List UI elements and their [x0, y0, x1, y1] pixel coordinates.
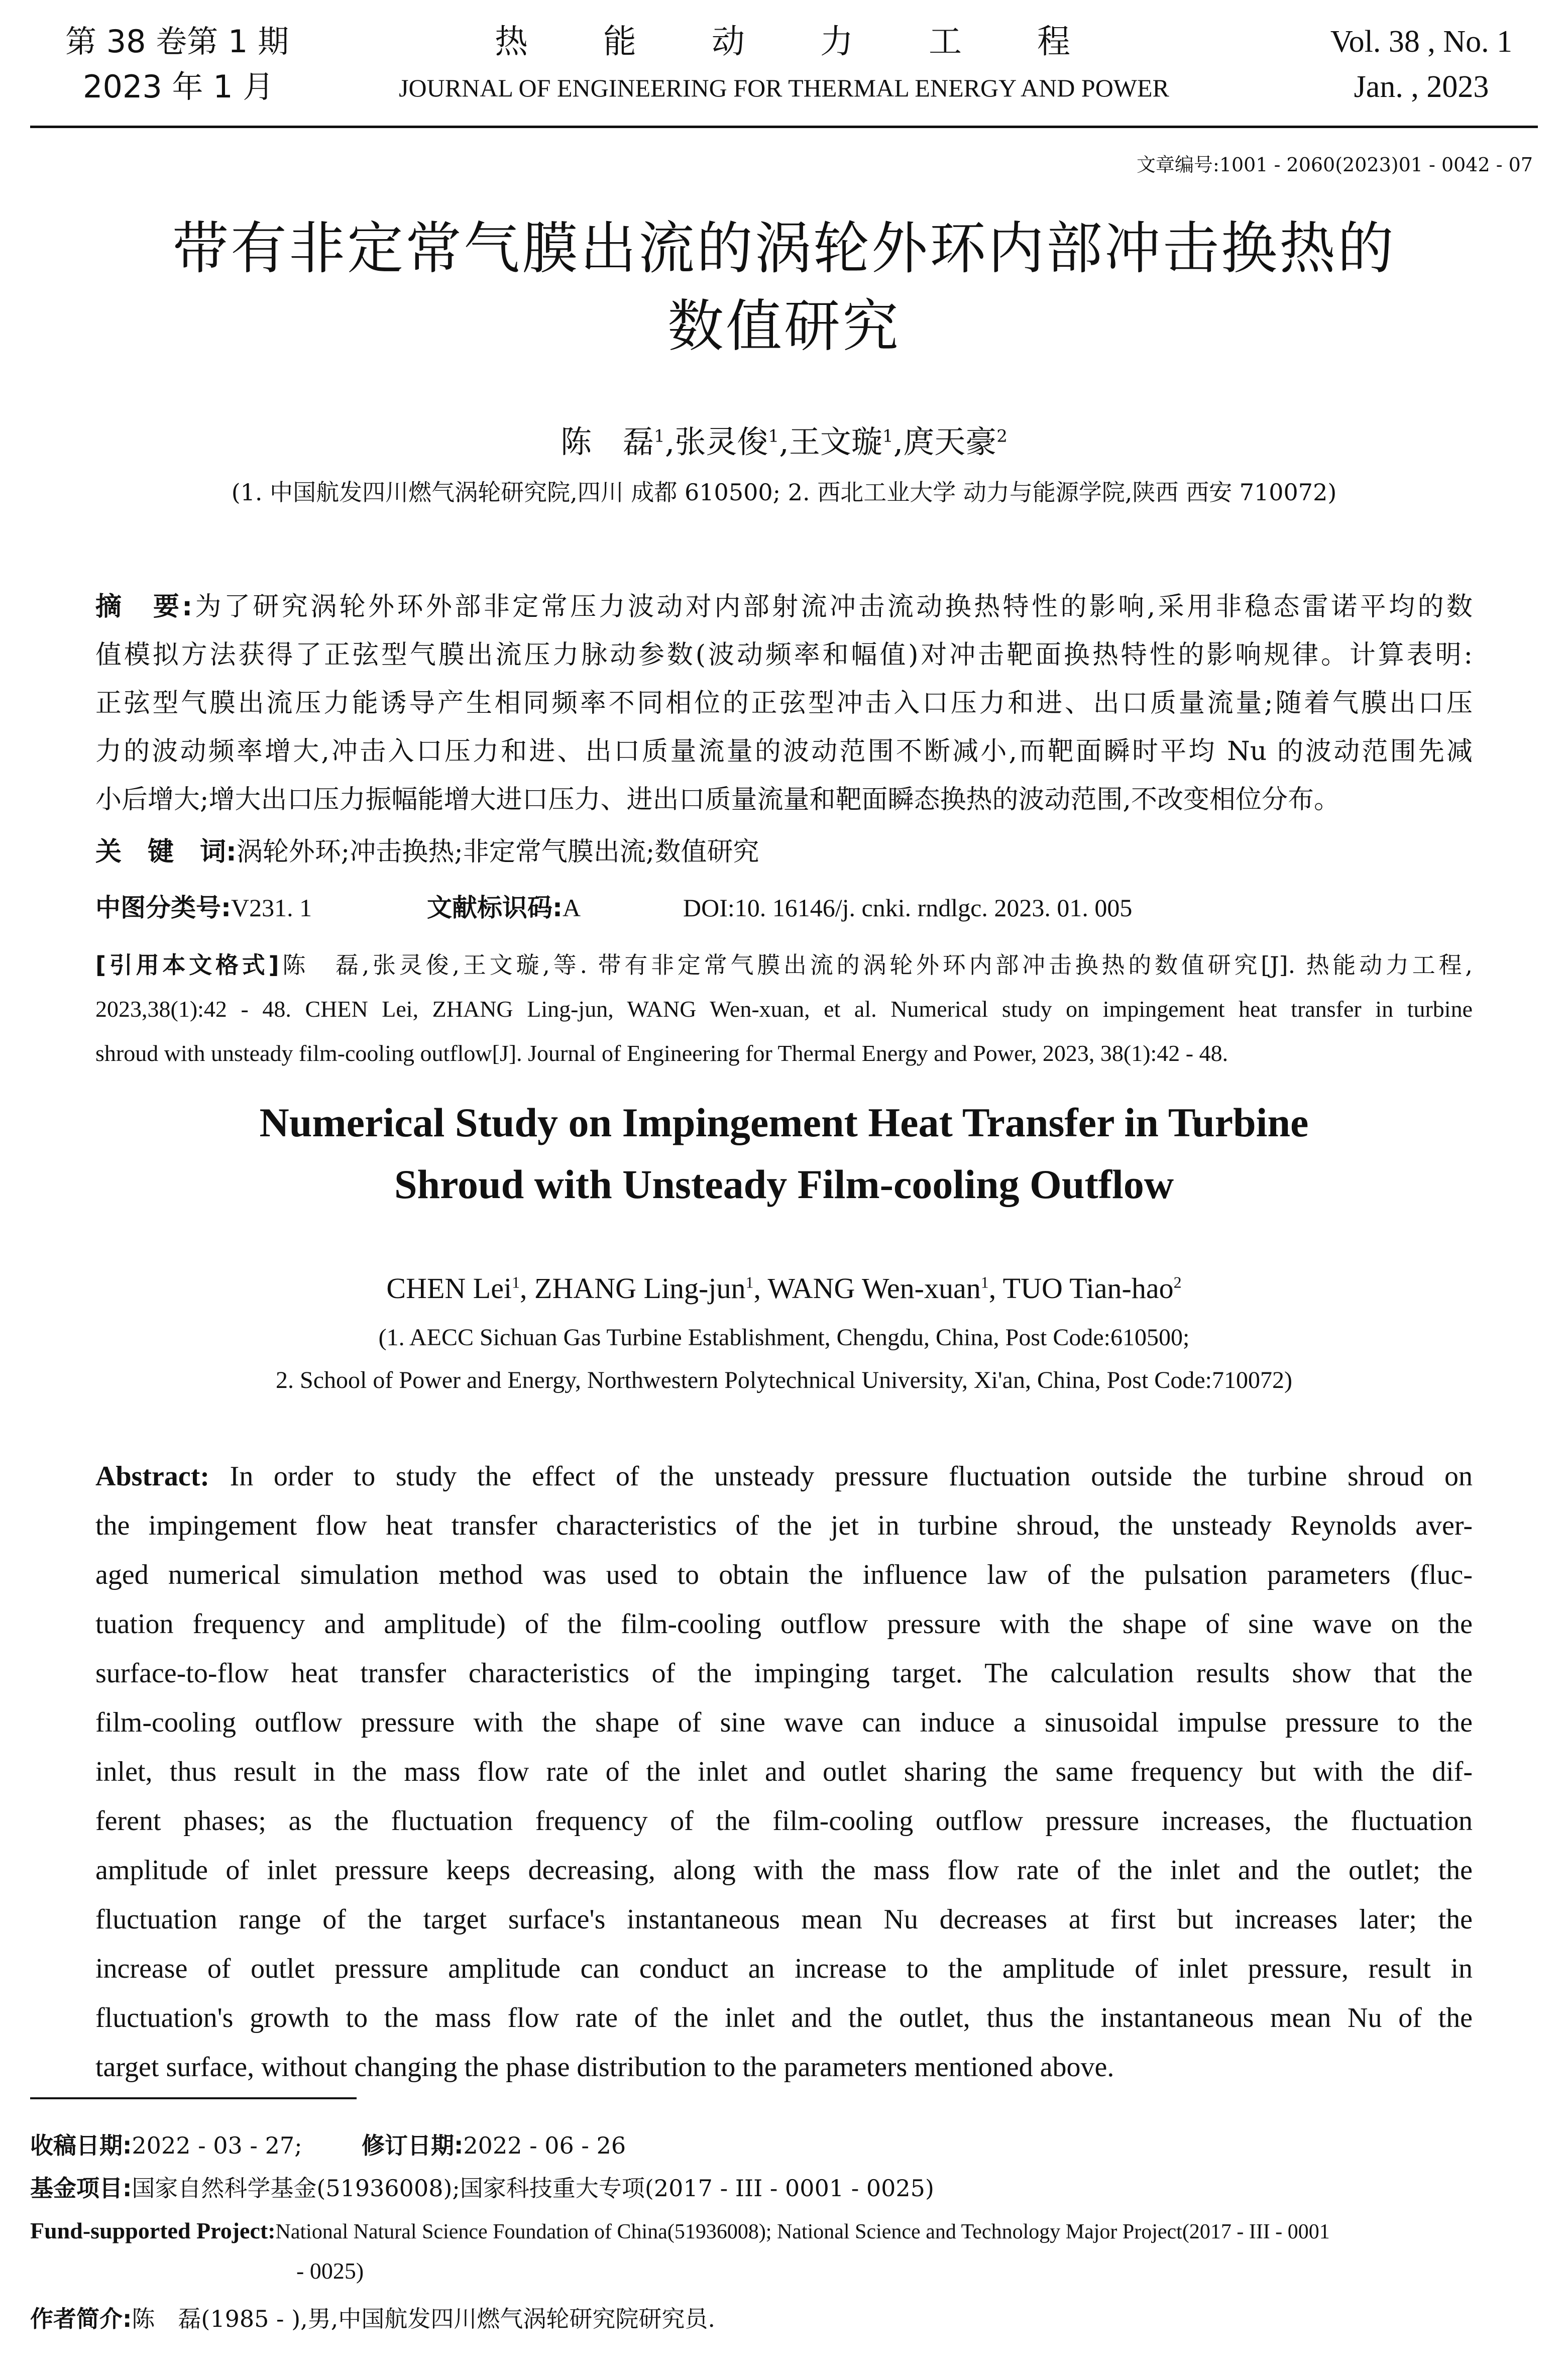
- abstract-en-line: fluctuation's growth to the mass flow rate of the inlet and the outlet, thus the instantaneous mean Nu of the: [95, 2002, 1473, 2033]
- abstract-cn-line: 力的波动频率增大,冲击入口压力和进、出口质量流量的波动范围不断减小,而靶面瞬时平均 Nu 的波动范围先减: [95, 736, 1473, 767]
- author-cn-aff: 1: [768, 426, 779, 447]
- title-cn-line-1: 带有非定常气膜出流的涡轮外环内部冲击换热的: [172, 216, 1396, 281]
- affiliation-cn: (1. 中国航发四川燃气涡轮研究院,四川 成都 610500; 2. 西北工业大学 动力与能源学院,陕西 西安 710072): [231, 479, 1337, 506]
- abstract-en-line: film-cooling outflow pressure with the shape of sine wave can induce a sinusoidal impulse pressure to the: [95, 1707, 1473, 1738]
- author-en-name: ZHANG Ling-jun: [534, 1272, 746, 1305]
- author-en-aff: 1: [745, 1273, 754, 1292]
- author-en-name: TUO Tian-hao: [1002, 1272, 1174, 1305]
- footnote-revised: 修订日期:2022 - 06 - 26: [362, 2132, 626, 2159]
- title-en-line-1: Numerical Study on Impingement Heat Transfer in Turbine: [259, 1100, 1309, 1145]
- author-cn-aff: 2: [996, 426, 1007, 447]
- footnote-received: 收稿日期:2022 - 03 - 27;: [30, 2132, 302, 2159]
- citation-line: [引用本文格式]陈 磊,张灵俊,王文璇,等. 带有非定常气膜出流的涡轮外环内部冲击换热的数值研究[J]. 热能动力工程,: [95, 951, 1473, 979]
- article-number: 文章编号:1001 - 2060(2023)01 - 0042 - 07: [1137, 154, 1533, 176]
- footnote-author: 作者简介:陈 磊(1985 - ),男,中国航发四川燃气涡轮研究院研究员.: [30, 2305, 716, 2332]
- footnote-fund-en: Fund-supported Project:National Natural Science Foundation of China(51936008); National Science and Technology Major Project(2017 - III - 0001: [30, 2218, 1330, 2243]
- abstract-cn-line: 正弦型气膜出流压力能诱导产生相同频率不同相位的正弦型冲击入口压力和进、出口质量流量;随着气膜出口压: [95, 688, 1473, 718]
- citation-line: shroud with unsteady film-cooling outflow[J]. Journal of Engineering for Thermal Energy and Power, 2023, 38(1):42 - 48.: [95, 1040, 1228, 1066]
- abstract-cn-line: 值模拟方法获得了正弦型气膜出流压力脉动参数(波动频率和幅值)对冲击靶面换热特性的影响规律。计算表明:: [95, 640, 1473, 670]
- author-cn-aff: 1: [882, 426, 893, 447]
- doi: DOI:10. 16146/j. cnki. rndlgc. 2023. 01. 005: [683, 894, 1133, 922]
- keywords-cn-label: 关 键 词:: [95, 837, 237, 867]
- header-volume-en: Vol. 38 , No. 1: [1330, 25, 1513, 59]
- citation-line: 2023,38(1):42 - 48. CHEN Lei, ZHANG Ling-jun, WANG Wen-xuan, et al. Numerical study on impingement heat transfer in turbine: [95, 996, 1473, 1022]
- abstract-en-line: tuation frequency and amplitude) of the film-cooling outflow pressure with the shape of sine wave on the: [95, 1608, 1473, 1640]
- authors-en: CHEN Lei$^1$, ZHANG Ling-jun$^1$, WANG Wen-xuan$^1$, TUO Tian-hao$^2$: [386, 1272, 1182, 1305]
- title-cn-line-2: 数值研究: [667, 294, 901, 359]
- keywords-cn-value: 涡轮外环;冲击换热;非定常气膜出流;数值研究: [236, 837, 759, 867]
- authors-cn: 陈 磊$^1$,张灵俊$^1$,王文璇$^1$,庹天豪$^2$: [561, 423, 1007, 460]
- author-en-aff: 1: [980, 1273, 989, 1292]
- author-cn-aff: 1: [654, 426, 665, 447]
- footnote-rule: [30, 2097, 357, 2099]
- abstract-cn-line: 小后增大;增大出口压力振幅能增大进口压力、进出口质量流量和靶面瞬态换热的波动范围,不改变相位分布。: [95, 785, 1340, 815]
- footnote-fund-en-cont: - 0025): [296, 2258, 364, 2284]
- header-journal-en: JOURNAL OF ENGINEERING FOR THERMAL ENERGY AND POWER: [399, 74, 1169, 102]
- abstract-en-line: surface-to-flow heat transfer characteristics of the impinging target. The calculation results show that the: [95, 1658, 1473, 1689]
- keywords-cn: [95, 828, 1473, 876]
- header-journal-cn: 热 能 动 力 工 程: [495, 22, 1073, 61]
- abstract-en-line: inlet, thus result in the mass flow rate of the inlet and outlet sharing the same frequency but with the dif-: [95, 1756, 1473, 1787]
- abstract-cn-label: 摘 要:: [95, 592, 193, 622]
- abstract-cn-line: 摘 要:为了研究涡轮外环外部非定常压力波动对内部射流冲击流动换热特性的影响,采用非稳态雷诺平均的数: [95, 592, 1473, 622]
- abstract-en-line: Abstract: In order to study the effect of the unsteady pressure fluctuation outside the turbine shroud on: [95, 1461, 1473, 1492]
- header-date-cn: 2023 年 1 月: [83, 68, 274, 105]
- header-volume-cn: 第 38 卷第 1 期: [65, 23, 289, 60]
- abstract-en-line: amplitude of inlet pressure keeps decreasing, along with the mass flow rate of the inlet and the outlet; the: [95, 1855, 1473, 1886]
- header-date-en: Jan. , 2023: [1354, 70, 1489, 104]
- abstract-en-line: the impingement flow heat transfer characteristics of the jet in turbine shroud, the unsteady Reynolds aver-: [95, 1510, 1473, 1541]
- abstract-en-line: fluctuation range of the target surface's instantaneous mean Nu decreases at first but increases later; the: [95, 1904, 1473, 1935]
- author-en-aff: 1: [512, 1273, 520, 1292]
- abstract-en-line: ferent phases; as the fluctuation frequency of the film-cooling outflow pressure increases, the fluctuation: [95, 1805, 1473, 1837]
- affiliation-en-line-2: 2. School of Power and Energy, Northwestern Polytechnical University, Xi'an, China, Post Code:710072): [276, 1367, 1292, 1393]
- abstract-en-label: Abstract:: [95, 1461, 210, 1492]
- author-en-name: CHEN Lei: [386, 1272, 512, 1305]
- author-en-name: WANG Wen-xuan: [767, 1272, 981, 1305]
- author-en-aff: 2: [1173, 1273, 1182, 1292]
- abstract-en-line: aged numerical simulation method was used to obtain the influence law of the pulsation parameters (fluc-: [95, 1559, 1473, 1590]
- classification-doc: 文献标识码:A: [427, 893, 581, 922]
- header-rule: [30, 126, 1538, 128]
- author-cn-name: 王文璇: [789, 423, 882, 460]
- footnote-fund-cn: 基金项目:国家自然科学基金(51936008);国家科技重大专项(2017 - III - 0001 - 0025): [30, 2175, 934, 2202]
- abstract-en-line: increase of outlet pressure amplitude can conduct an increase to the amplitude of inlet pressure, result in: [95, 1953, 1473, 1984]
- author-cn-name: 陈 磊: [561, 423, 654, 460]
- author-cn-name: 张灵俊: [675, 423, 768, 460]
- title-en-line-2: Shroud with Unsteady Film-cooling Outflow: [394, 1161, 1174, 1207]
- classification-clc: 中图分类号:V231. 1: [95, 893, 312, 922]
- abstract-en-line: target surface, without changing the phase distribution to the parameters mentioned above.: [95, 2052, 1114, 2083]
- citation-label: [引用本文格式]: [95, 951, 279, 979]
- author-cn-name: 庹天豪: [903, 423, 997, 460]
- affiliation-en-line-1: (1. AECC Sichuan Gas Turbine Establishment, Chengdu, China, Post Code:610500;: [378, 1324, 1190, 1351]
